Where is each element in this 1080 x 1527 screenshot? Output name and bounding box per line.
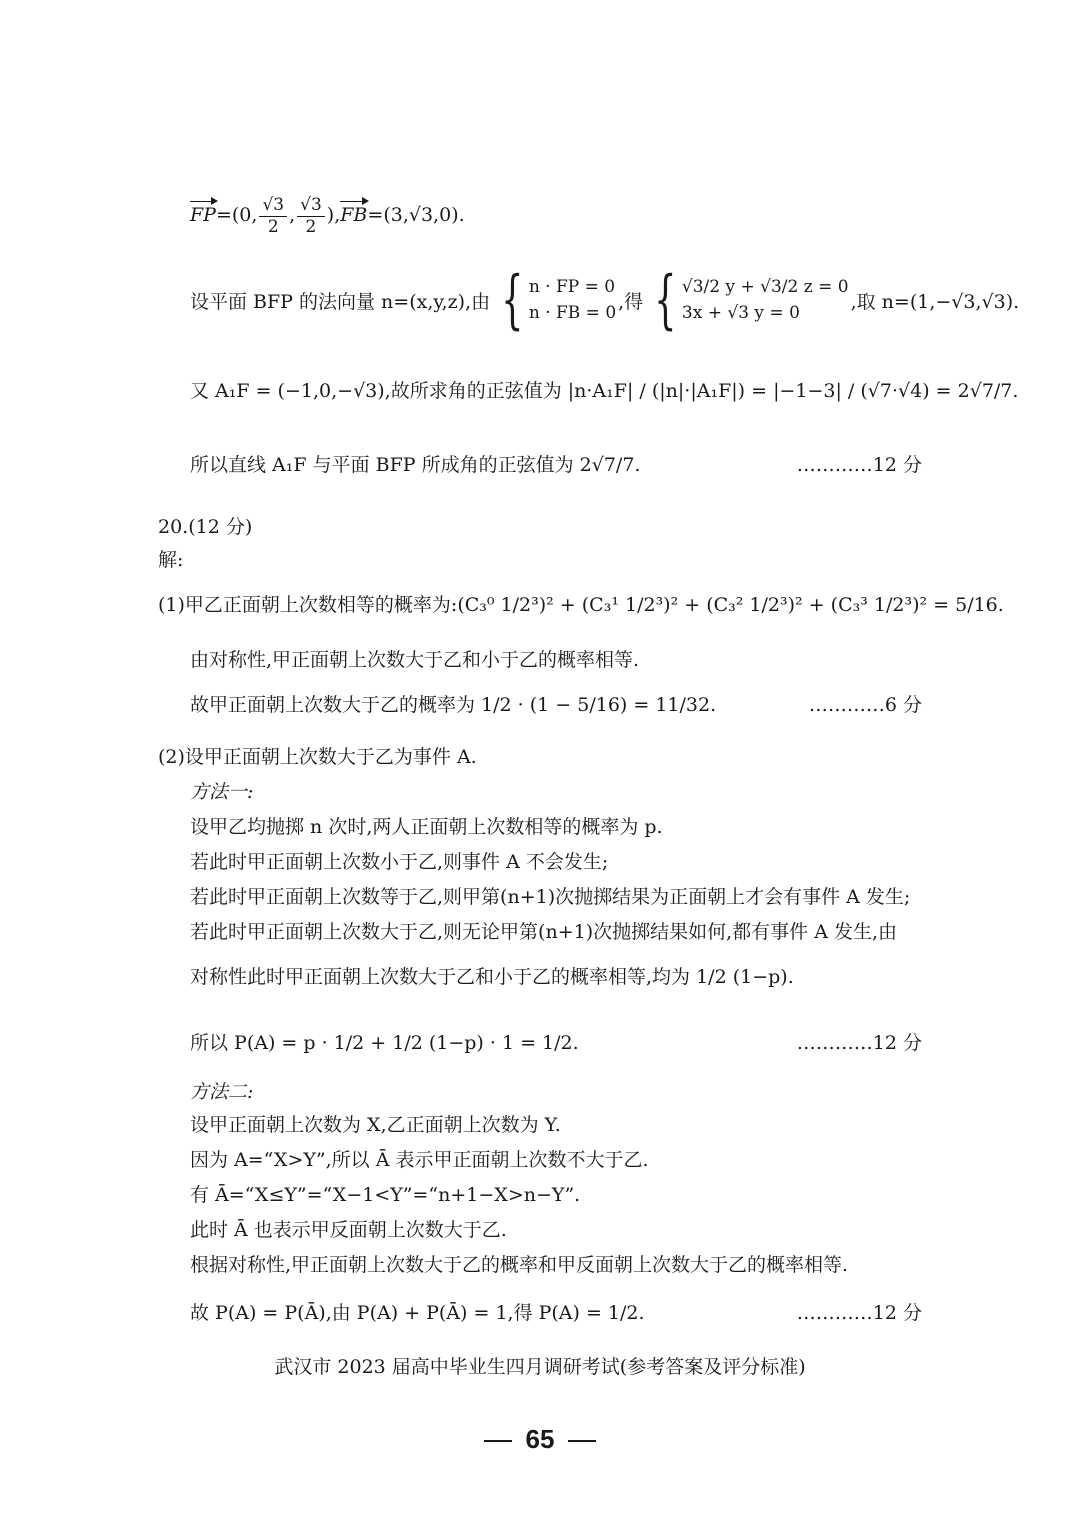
- method1-title: 方法一:: [190, 781, 254, 803]
- method2-line2: 因为 A=“X>Y”,所以 Ā 表示甲正面朝上次数不大于乙.: [190, 1149, 649, 1171]
- q19-sine-line: [0, 376, 1080, 403]
- system2-row1: √3/2 y + √3/2 z = 0: [681, 277, 849, 297]
- q19-conclusion-text: 所以直线 A₁F 与平面 BFP 所成角的正弦值为 2√7/7.: [190, 454, 641, 476]
- page-number: 65: [525, 1424, 555, 1454]
- q20-part2-line1: (2)设甲正面朝上次数大于乙为事件 A.: [158, 746, 477, 768]
- score-marker: …………12 分: [796, 454, 922, 476]
- method2-line6: 故 P(A) = P(Ā),由 P(A) + P(Ā) = 1,得 P(A) = 1/2. …………12 分: [0, 1298, 1080, 1325]
- system1-row1: n · FP = 0: [528, 277, 616, 297]
- left-dash: [484, 1440, 512, 1442]
- q19-normal-end: ,取 n=(1,−√3,√3).: [850, 290, 1020, 313]
- method1-line3: 若此时甲正面朝上次数等于乙,则甲第(n+1)次抛掷结果为正面朝上才会有事件 A 发生;: [190, 886, 911, 908]
- q20-part1-line3: 故甲正面朝上次数大于乙的概率为 1/2 · (1 − 5/16) = 11/32. …………6 分: [0, 690, 1080, 717]
- q19-normal-intro: 设平面 BFP 的法向量 n=(x,y,z),由: [190, 290, 491, 313]
- score-marker: …………12 分: [796, 1302, 922, 1324]
- q19-normal-vector-line: [0, 263, 1080, 337]
- q20-title: 20.(12 分): [158, 516, 253, 538]
- q20-solve-label: 解:: [158, 549, 184, 571]
- method1-line2: 若此时甲正面朝上次数小于乙,则事件 A 不会发生;: [190, 851, 609, 873]
- method2-line3: 有 Ā=“X≤Y”=“X−1<Y”=“n+1−X>n−Y”.: [190, 1184, 581, 1206]
- q19-normal-mid: ,得: [618, 290, 644, 313]
- method2-title: 方法二:: [190, 1081, 254, 1103]
- method1-line1: 设甲乙均抛掷 n 次时,两人正面朝上次数相等的概率为 p.: [190, 816, 663, 838]
- equation-system-2: { √3/2 y + √3/2 z = 0 3x + √3 y = 0: [654, 263, 849, 337]
- system2-row2: 3x + √3 y = 0: [681, 303, 800, 323]
- method1-line6: 所以 P(A) = p · 1/2 + 1/2 (1−p) · 1 = 1/2. …………12 分: [0, 1028, 1080, 1055]
- method1-line5: 对称性此时甲正面朝上次数大于乙和小于乙的概率相等,均为 1/2 (1−p).: [190, 966, 794, 988]
- equation-system-1: { n · FP = 0 n · FB = 0: [501, 263, 617, 337]
- q19-conclusion-line: [0, 450, 1080, 477]
- score-marker: …………12 分: [796, 1032, 922, 1054]
- method2-line1: 设甲正面朝上次数为 X,乙正面朝上次数为 Y.: [190, 1114, 561, 1136]
- system1-row2: n · FB = 0: [528, 303, 617, 323]
- page-number-block: [0, 1424, 1080, 1455]
- q19-vectors-line: [0, 196, 1080, 236]
- page-footer: 武汉市 2023 届高中毕业生四月调研考试(参考答案及评分标准): [274, 1356, 806, 1378]
- q19-sine-text: 又 A₁F = (−1,0,−√3),故所求角的正弦值为 |n·A₁F| / (|n|·|A₁F|) = |−1−3| / (√7·√4) = 2√7/7.: [190, 380, 1019, 402]
- method2-line4: 此时 Ā 也表示甲反面朝上次数大于乙.: [190, 1219, 507, 1241]
- q20-part1-line2: 由对称性,甲正面朝上次数大于乙和小于乙的概率相等.: [190, 649, 640, 671]
- q19-vectors-text: FP=(0, $\frac{√3}{2}$ , $\frac{√3}{2}$ ),FB=(3,√3,0).: [190, 195, 465, 237]
- method1-line4: 若此时甲正面朝上次数大于乙,则无论甲第(n+1)次抛掷结果如何,都有事件 A 发生,由: [190, 921, 897, 943]
- q20-part1-line1: (1)甲乙正面朝上次数相等的概率为:(C₃⁰ 1/2³)² + (C₃¹ 1/2³)² + (C₃² 1/2³)² + (C₃³ 1/2³)² = 5/16.: [158, 594, 1004, 616]
- score-marker: …………6 分: [808, 694, 922, 716]
- method2-line5: 根据对称性,甲正面朝上次数大于乙的概率和甲反面朝上次数大于乙的概率相等.: [190, 1254, 849, 1276]
- right-dash: [568, 1440, 596, 1442]
